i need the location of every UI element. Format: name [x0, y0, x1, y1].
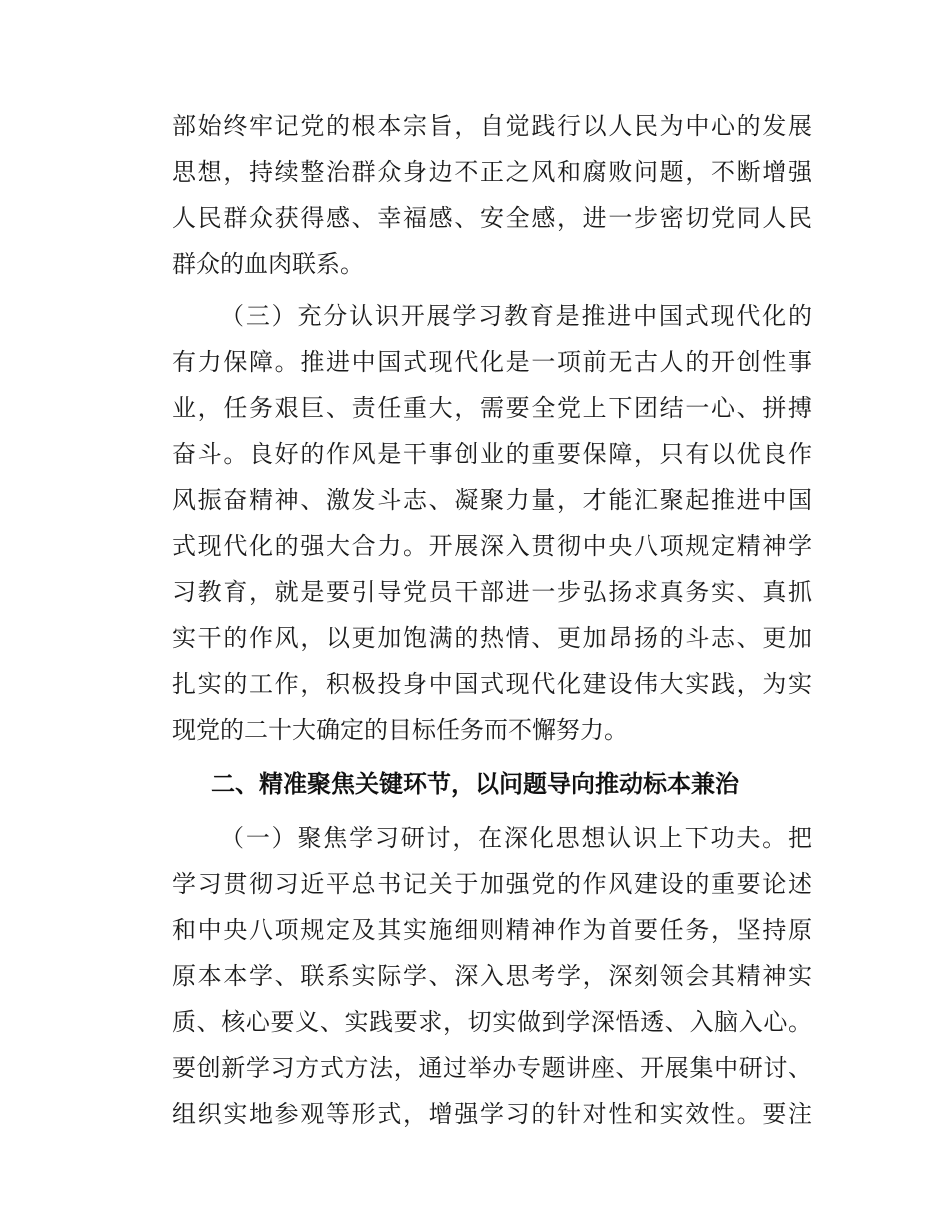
paragraph-2-line-2: 有力保障。推进中国式现代化是一项前无古人的开创性事 [172, 348, 812, 376]
paragraph-3-line-7: 组织实地参观等形式，增强学习的针对性和实效性。要注 [172, 1100, 812, 1128]
paragraph-1-line-4: 群众的血肉联系。 [172, 250, 364, 278]
paragraph-3-line-2: 学习贯彻习近平总书记关于加强党的作风建设的重要论述 [172, 870, 812, 898]
section-heading: 二、精准聚焦关键环节，以问题导向推动标本兼治 [211, 770, 739, 798]
paragraph-3-line-1: （一）聚焦学习研讨，在深化思想认识上下功夫。把 [220, 824, 812, 852]
paragraph-2-line-7: 习教育，就是要引导党员干部进一步弘扬求真务实、真抓 [172, 578, 812, 606]
paragraph-3-line-6: 要创新学习方式方法，通过举办专题讲座、开展集中研讨、 [172, 1054, 812, 1082]
paragraph-2-line-10: 现党的二十大确定的目标任务而不懈努力。 [172, 716, 628, 744]
paragraph-1-line-3: 人民群众获得感、幸福感、安全感，进一步密切党同人民 [172, 204, 812, 232]
paragraph-3-line-4: 原本本学、联系实际学、深入思考学，深刻领会其精神实 [172, 962, 812, 990]
paragraph-2-line-1: （三）充分认识开展学习教育是推进中国式现代化的 [220, 302, 812, 330]
paragraph-2-line-8: 实干的作风，以更加饱满的热情、更加昂扬的斗志、更加 [172, 624, 812, 652]
paragraph-2-line-9: 扎实的工作，积极投身中国式现代化建设伟大实践，为实 [172, 670, 812, 698]
paragraph-2-line-5: 风振奋精神、激发斗志、凝聚力量，才能汇聚起推进中国 [172, 486, 812, 514]
paragraph-3-line-3: 和中央八项规定及其实施细则精神作为首要任务，坚持原 [172, 916, 812, 944]
paragraph-2-line-4: 奋斗。良好的作风是干事创业的重要保障，只有以优良作 [172, 440, 812, 468]
paragraph-1-line-2: 思想，持续整治群众身边不正之风和腐败问题，不断增强 [172, 158, 812, 186]
paragraph-3-line-5: 质、核心要义、实践要求，切实做到学深悟透、入脑入心。 [172, 1008, 812, 1036]
paragraph-1-line-1: 部始终牢记党的根本宗旨，自觉践行以人民为中心的发展 [172, 112, 812, 140]
paragraph-2-line-3: 业，任务艰巨、责任重大，需要全党上下团结一心、拼搏 [172, 394, 812, 422]
paragraph-2-line-6: 式现代化的强大合力。开展深入贯彻中央八项规定精神学 [172, 532, 812, 560]
